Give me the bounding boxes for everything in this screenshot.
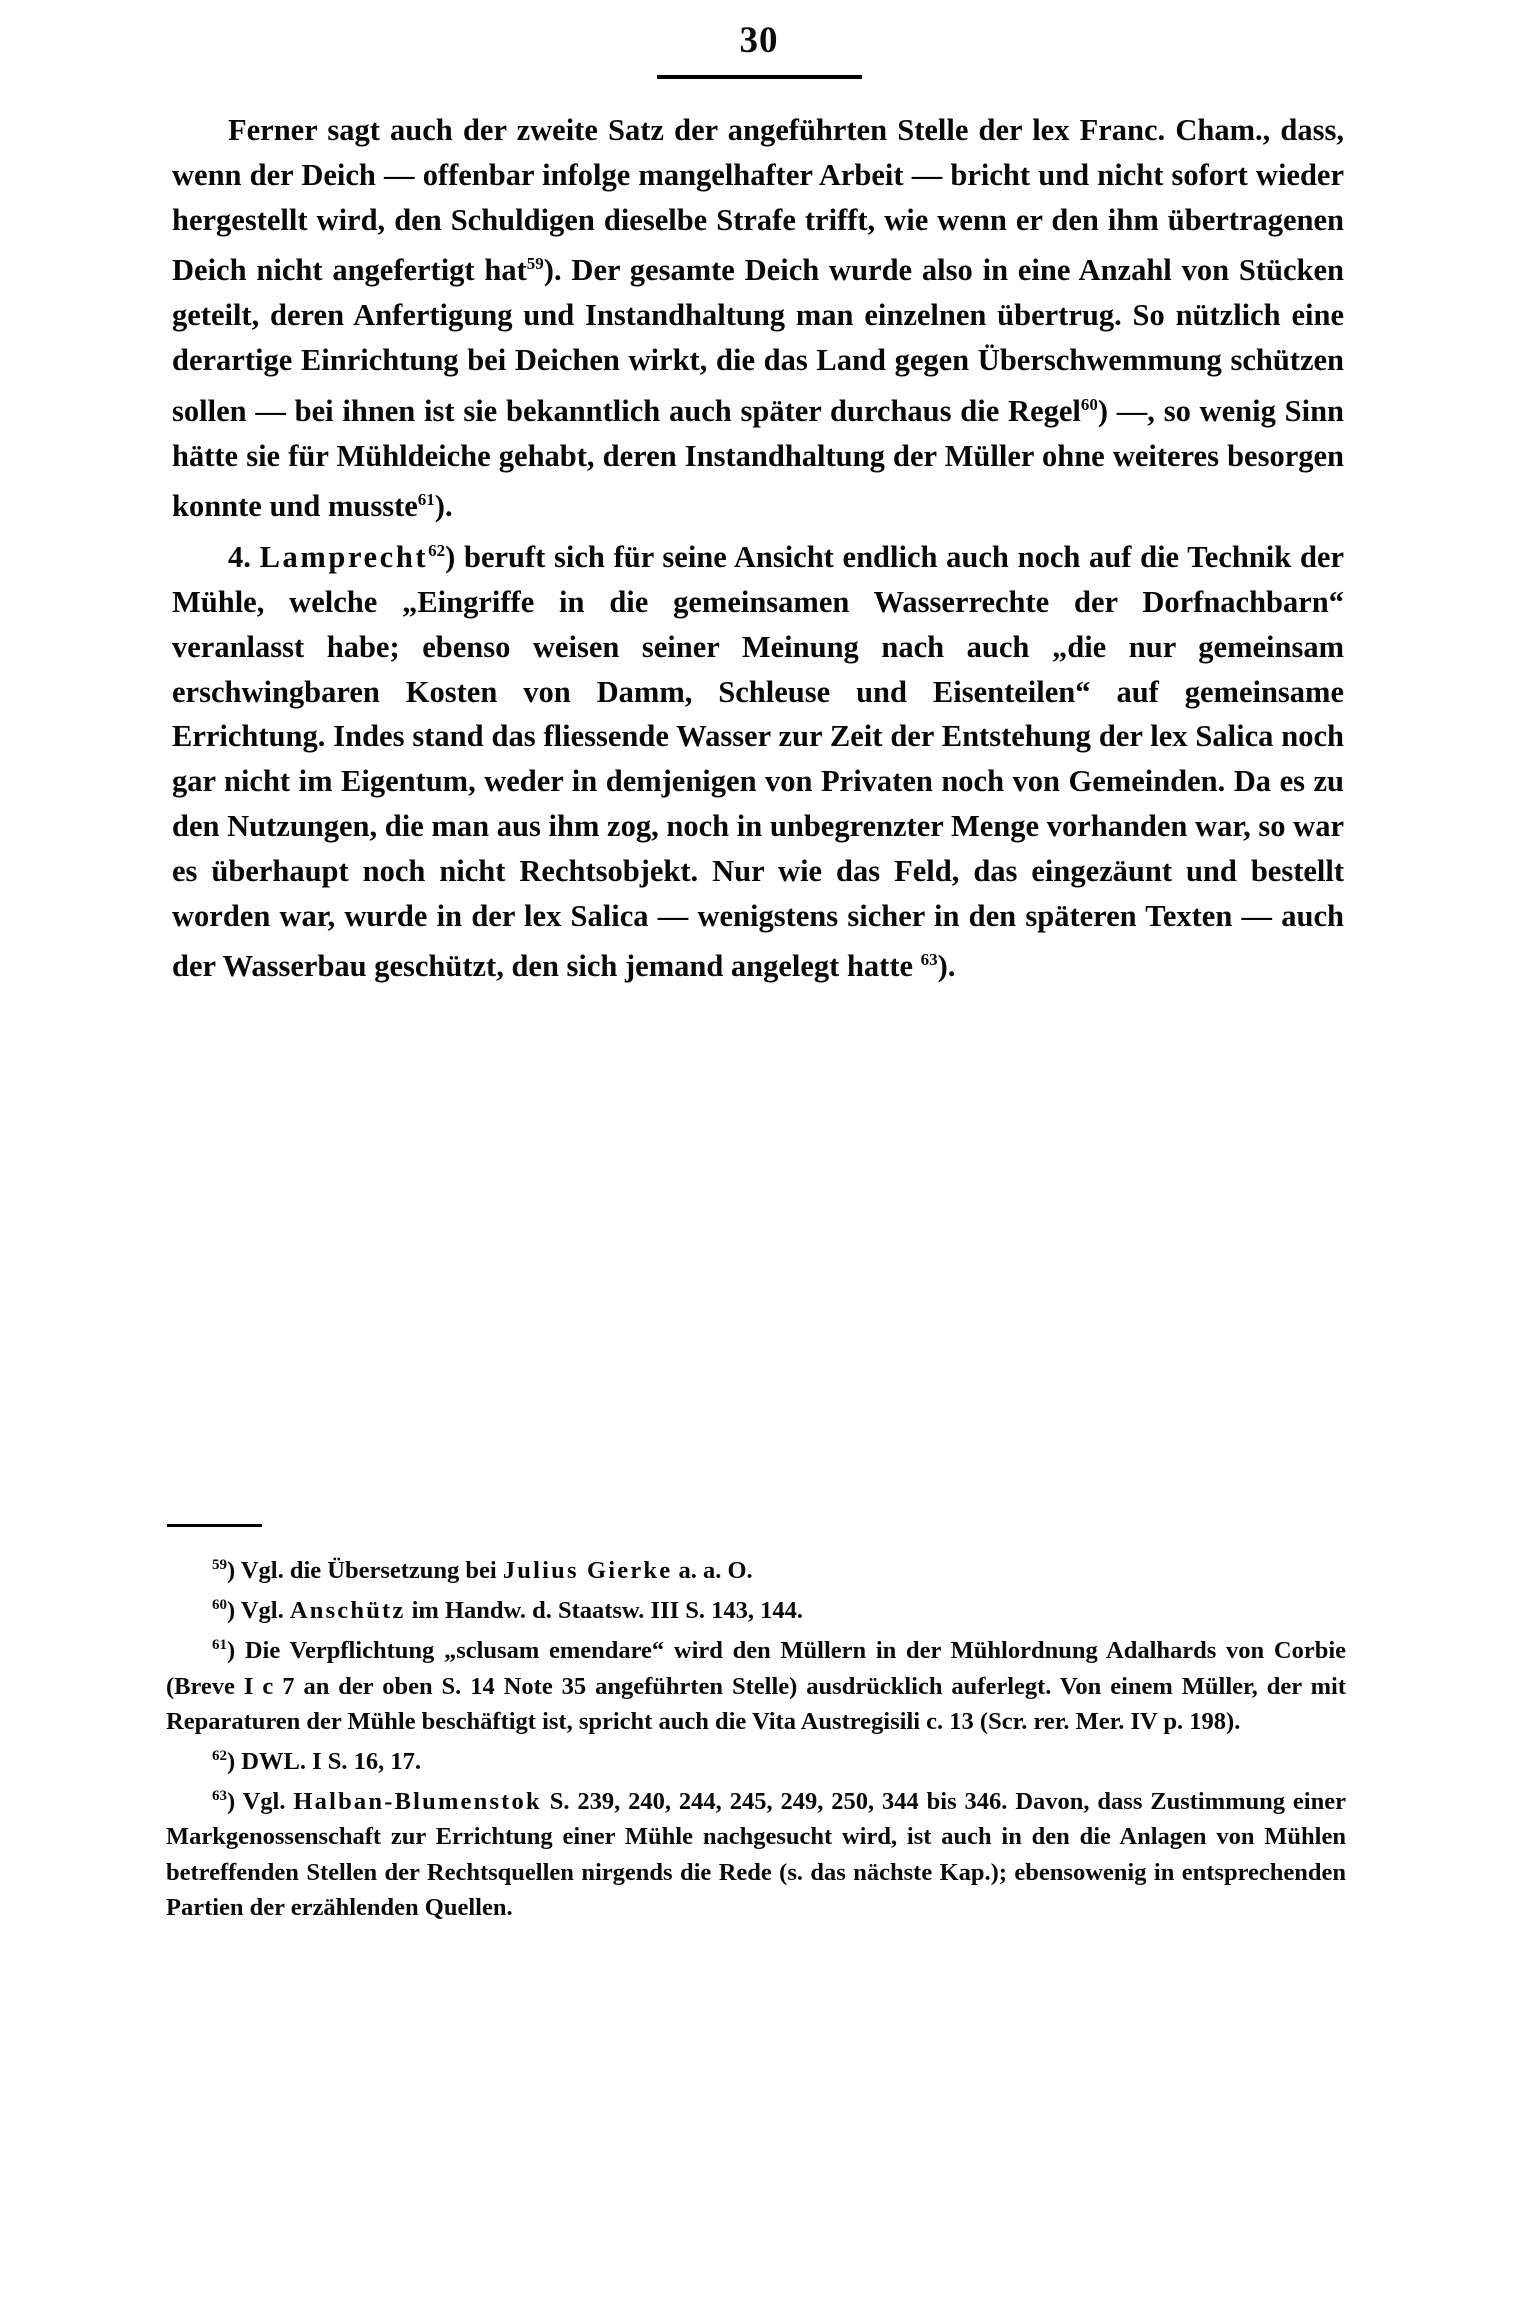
- header-divider: [657, 75, 862, 79]
- body-paragraph: Ferner sagt auch der zweite Satz der angeführten Stelle der lex Franc. Cham., dass, wenn der Deich — offenbar infolge mangelhafter Arbeit — bricht und nicht sofort wieder hergestellt wird, den Schuldigen dieselbe Strafe trifft, wie wenn er den ihm übertragenen Deich nicht angefertigt hat$^{59}$). Der gesamte Deich wurde also in eine Anzahl von Stücken geteilt, deren Anfertigung und Instandhaltung man einzelnen übertrug. So nützlich eine derartige Einrichtung bei Deichen wirkt, die das Land gegen Überschwemmung schützen sollen — bei ihnen ist sie bekanntlich auch später durchaus die Regel$^{60}$) —, so wenig Sinn hätte sie für Mühldeiche gehabt, deren Instandhaltung der Müller ohne weiteres besorgen konnte und musste$^{61}$).: [172, 113, 1344, 524]
- footnote-divider: [167, 1524, 262, 1527]
- footnote-marker: 61: [417, 490, 435, 510]
- page-number: 30: [739, 20, 779, 61]
- footnote-marker: 62: [428, 541, 446, 561]
- body-text: [172, 108, 1344, 989]
- footnote-item: $^{59}$) Vgl. die Übersetzung bei Julius Gierke a. a. O.: [212, 1557, 753, 1584]
- footnote-number: 60: [212, 1597, 227, 1614]
- footnote-item: $^{60}$) Vgl. Anschütz im Handw. d. Staatsw. III S. 143, 144.: [212, 1597, 804, 1625]
- footnote-item: $^{61}$) Die Verpflichtung „sclusam emendare“ wird den Müllern in der Mühlordnung Adalhards von Corbie (Breve I c 7 an der oben S. 14 Note 35 angeführten Stelle) ausdrücklich auferlegt. Von einem Müller, der mit Reparaturen der Mühle beschäftigt ist, spricht auch die Vita Austregisili c. 13 (Scr. rer. Mer. IV p. 198).: [166, 1637, 1346, 1735]
- footnote-marker: 60: [1080, 394, 1098, 414]
- footnote-marker: 59: [526, 254, 544, 274]
- footnote-number: 63: [212, 1788, 227, 1805]
- footnote-item: $^{62}$) DWL. I S. 16, 17.: [212, 1748, 421, 1776]
- emphasized-name: Halban-Blumenstok: [293, 1788, 542, 1816]
- footnote-list: [166, 1548, 1346, 1925]
- footnote-number: 62: [212, 1748, 227, 1765]
- footnote-item: $^{63}$) Vgl. Halban-Blumenstok S. 239, 240, 244, 245, 249, 250, 344 bis 346. Davon, dass Zustimmung einer Markgenossenschaft zur Errichtung einer Mühle nachgesucht wird, ist auch in den die Anlagen von Mühlen betreffenden Stellen der Rechtsquellen nirgends die Rede (s. das nächste Kap.); ebensowenig in entsprechenden Partien der erzählenden Quellen.: [166, 1788, 1346, 1921]
- page-header: [0, 22, 1518, 79]
- footnote-marker: 63: [920, 950, 938, 970]
- body-paragraph: 4. Lamprecht$^{62}$) beruft sich für seine Ansicht endlich auch noch auf die Technik der Mühle, welche „Eingriffe in die gemeinsamen Wasserrechte der Dorfnachbarn“ veranlasst habe; ebenso weisen seiner Meinung nach auch „die nur gemeinsam erschwingbaren Kosten von Damm, Schleuse und Eisenteilen“ auf gemeinsame Errichtung. Indes stand das fliessende Wasser zur Zeit der Entstehung der lex Salica noch gar nicht im Eigentum, weder in demjenigen von Privaten noch von Gemeinden. Da es zu den Nutzungen, die man aus ihm zog, noch in unbegrenzter Menge vorhanden war, so war es überhaupt noch nicht Rechtsobjekt. Nur wie das Feld, das eingezäunt und bestellt worden war, wurde in der lex Salica — wenigstens sicher in den späteren Texten — auch der Wasserbau geschützt, den sich jemand angelegt hatte $^{63}$).: [172, 540, 1344, 984]
- emphasized-name: Julius Gierke: [502, 1557, 673, 1584]
- footnote-number: 59: [212, 1557, 227, 1573]
- footnote-number: 61: [212, 1637, 227, 1654]
- emphasized-name: Lamprecht: [259, 540, 429, 575]
- emphasized-name: Anschütz: [289, 1597, 406, 1625]
